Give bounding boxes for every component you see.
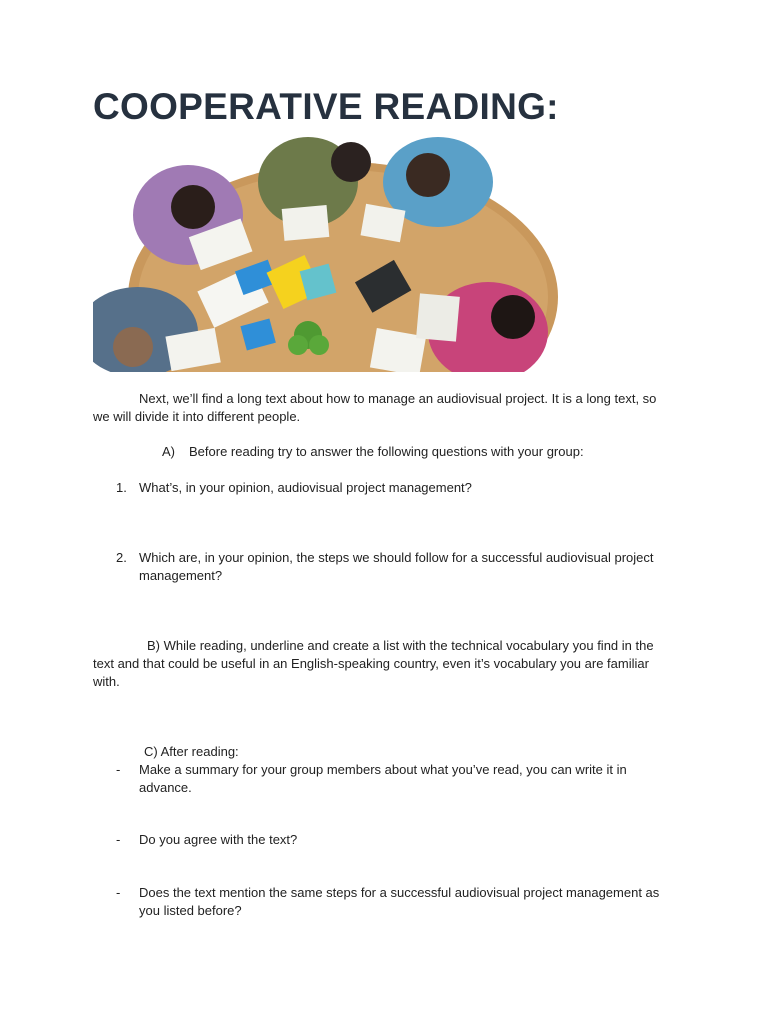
bullet-dash: - bbox=[116, 762, 121, 777]
after-reading-text: Make a summary for your group members about what you’ve read, you can write it in advance. bbox=[139, 762, 627, 795]
section-c-heading: C) After reading: bbox=[144, 744, 239, 759]
after-reading-text: Does the text mention the same steps for a successful audiovisual project management as you listed before? bbox=[139, 885, 660, 918]
after-reading-item bbox=[116, 831, 676, 849]
question-text: Which are, in your opinion, the steps we should follow for a successful audiovisual project management? bbox=[139, 550, 654, 583]
question-item bbox=[116, 549, 676, 585]
section-a-letter: A) bbox=[162, 444, 175, 459]
question-number: 2. bbox=[116, 550, 127, 565]
bullet-dash: - bbox=[116, 832, 121, 847]
after-reading-item bbox=[116, 884, 676, 920]
question-number: 1. bbox=[116, 480, 127, 495]
page-title: COOPERATIVE READING: bbox=[93, 86, 559, 127]
section-a-text: Before reading try to answer the following questions with your group: bbox=[189, 444, 584, 459]
bullet-dash: - bbox=[116, 885, 121, 900]
question-item bbox=[116, 479, 676, 497]
intro-paragraph: Next, we’ll find a long text about how to manage an audiovisual project. It is a long text, so we will divide it into different people. bbox=[93, 391, 657, 424]
students-group-photo bbox=[93, 137, 561, 372]
after-reading-item bbox=[116, 761, 676, 797]
section-a-heading bbox=[162, 443, 662, 461]
after-reading-text: Do you agree with the text? bbox=[139, 832, 298, 847]
question-text: What’s, in your opinion, audiovisual project management? bbox=[139, 480, 472, 495]
section-b-paragraph: B) While reading, underline and create a list with the technical vocabulary you find in the text and that could be useful in an English-speaking country, even it’s vocabulary you are familiar with. bbox=[93, 638, 654, 689]
